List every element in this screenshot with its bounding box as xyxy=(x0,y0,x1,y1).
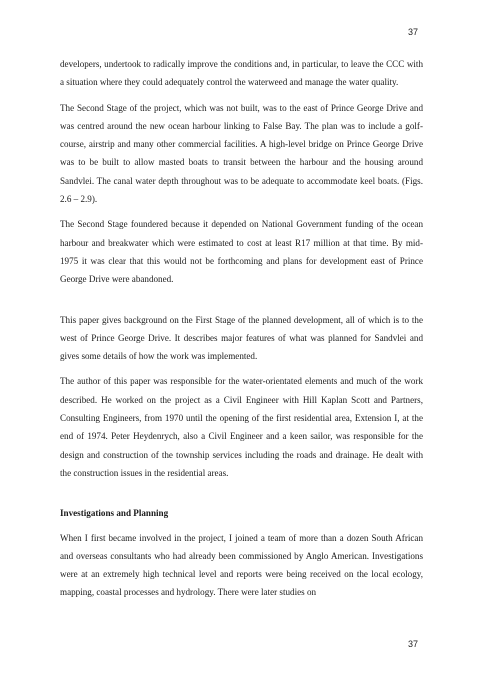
spacer xyxy=(60,296,423,311)
paragraph: developers, undertook to radically improve the conditions and, in particular, to leave the CCC with a situation where they could adequately control the waterweed and manage the water quality. xyxy=(60,59,423,88)
page-number-bottom: 37 xyxy=(407,639,418,649)
paragraph: This paper gives background on the First Stage of the planned development, all of which is to the west of Prince George Drive. It describes major features of what was planned for Sandvlei and gives some details of how the work was implemented. xyxy=(60,314,423,362)
body-text xyxy=(60,55,423,609)
paragraph: The Second Stage of the project, which was not built, was to the east of Prince George Drive and was centred around the new ocean harbour linking to False Bay. The plan was to include a golf-course, airstrip and many other commercial facilities. A high-level bridge on Prince George Drive was to be built to allow masted boats to transit between the harbour and the housing around Sandvlei. The canal water depth throughout was to be adequate to accommodate keel boats. (Figs. 2.6 – 2.9). xyxy=(60,102,423,205)
spacer xyxy=(60,489,423,504)
section-heading: Investigations and Planning xyxy=(60,508,169,519)
paragraph: When I first became involved in the project, I joined a team of more than a dozen South African and overseas consultants who had already been commissioned by Anglo American. Investigations were at an extremely high technical level and reports were being received on the local ecology, mapping, coastal processes and hydrology. There were later studies on xyxy=(60,532,423,598)
page-number-top: 37 xyxy=(407,27,418,37)
paragraph: The author of this paper was responsible for the water-orientated elements and much of the work described. He worked on the project as a Civil Engineer with Hill Kaplan Scott and Partners, Consulting Engineers, from 1970 until the opening of the first residential area, Extension I, at the end of 1974. Peter Heydenrych, also a Civil Engineer and a keen sailor, was responsible for the design and construction of the township services including the roads and drainage. He dealt with the construction issues in the residential areas. xyxy=(60,376,423,478)
paragraph: The Second Stage foundered because it depended on National Government funding of the ocean harbour and breakwater which were estimated to cost at least R17 million at that time. By mid-1975 it was clear that this would not be forthcoming and plans for development east of Prince George Drive were abandoned. xyxy=(60,219,423,285)
